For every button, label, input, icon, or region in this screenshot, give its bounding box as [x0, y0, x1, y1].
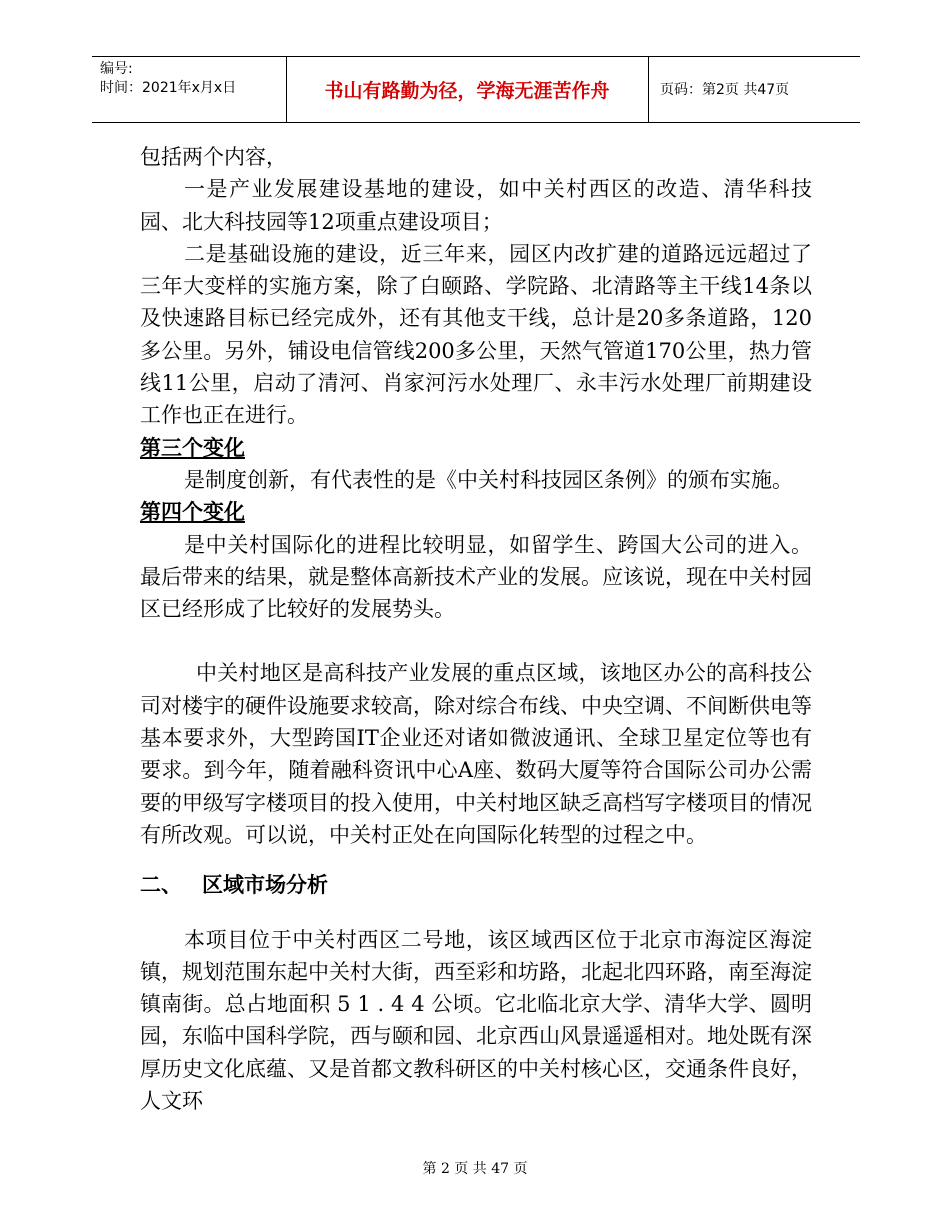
paragraph-fourth-change: 是中关村国际化的进程比较明显，如留学生、跨国大公司的进入。最后带来的结果，就是整体高新技术产业的发展。应该说，现在中关村园区已经形成了比较好的发展势头。	[140, 532, 812, 622]
paragraph-office-demand: 中关村地区是高科技产业发展的重点区域，该地区办公的高科技公司对楼宇的硬件设施要求较高，除对综合布线、中央空调、不间断供电等基本要求外，大型跨国IT企业还对诸如微波通讯、全球卫星定位等也有要求。到今年，随着融科资讯中心A座、数码大厦等符合国际公司办公需要的甲级写字楼项目的投入使用，中关村地区缺乏高档写字楼项目的情况有所改观。可以说，中关村正处在向国际化转型的过程之中。	[140, 661, 812, 847]
header-time: 时间：2021年x月x日	[100, 80, 237, 96]
header-top-rule	[92, 56, 860, 57]
page-footer: 第 2 页 共 47 页	[422, 1161, 528, 1177]
header-bottom-rule	[92, 122, 860, 123]
paragraph-base-construction: 一是产业发展建设基地的建设，如中关村西区的改造、清华科技园、北大科技园等12项重点建设项目；	[140, 177, 812, 234]
heading-third-change: 第三个变化	[140, 434, 245, 460]
header-divider-right	[648, 56, 649, 122]
header-serial: 编号:	[100, 61, 133, 77]
header-divider-left	[286, 56, 287, 122]
section-number: 二、	[140, 873, 182, 898]
paragraph-gap	[140, 625, 812, 657]
paragraph-third-change: 是制度创新，有代表性的是《中关村科技园区条例》的颁布实施。	[184, 467, 793, 492]
header-page-info: 页码：第2页 共47页	[660, 82, 790, 98]
paragraph-infrastructure: 二是基础设施的建设，近三年来，园区内改扩建的道路远远超过了三年大变样的实施方案，除了白颐路、学院路、北清路等主干线14条以及快速路目标已经完成外，还有其他支干线，总计是20多条道路，120多公里。另外，铺设电信管线200多公里，天然气管道170公里，热力管线11公里，启动了清河、肖家河污水处理厂、永丰污水处理厂前期建设工作也正在进行。	[140, 241, 812, 428]
document-body	[140, 141, 812, 1117]
header-meta	[100, 60, 236, 98]
section-heading	[140, 869, 812, 901]
paragraph-intro: 包括两个内容，	[140, 145, 287, 169]
paragraph-project-location: 本项目位于中关村西区二号地，该区域西区位于北京市海淀区海淀镇，规划范围东起中关村大街，西至彩和坊路，北起北四环路，南至海淀镇南街。总占地面积 5 1 . 4 4 公顷。它北临北京大学、清华大学、圆明园，东临中国科学院，西与颐和园、北京西山风景遥遥相对。地处既有深厚历史文化底蕴、又是首都文教科研区的中关村核心区，交通条件良好，人文环	[140, 927, 812, 1114]
section-title: 区域市场分析	[202, 873, 328, 898]
heading-fourth-change: 第四个变化	[140, 499, 245, 525]
header-motto: 书山有路勤为径，学海无涯苦作舟	[324, 80, 610, 102]
